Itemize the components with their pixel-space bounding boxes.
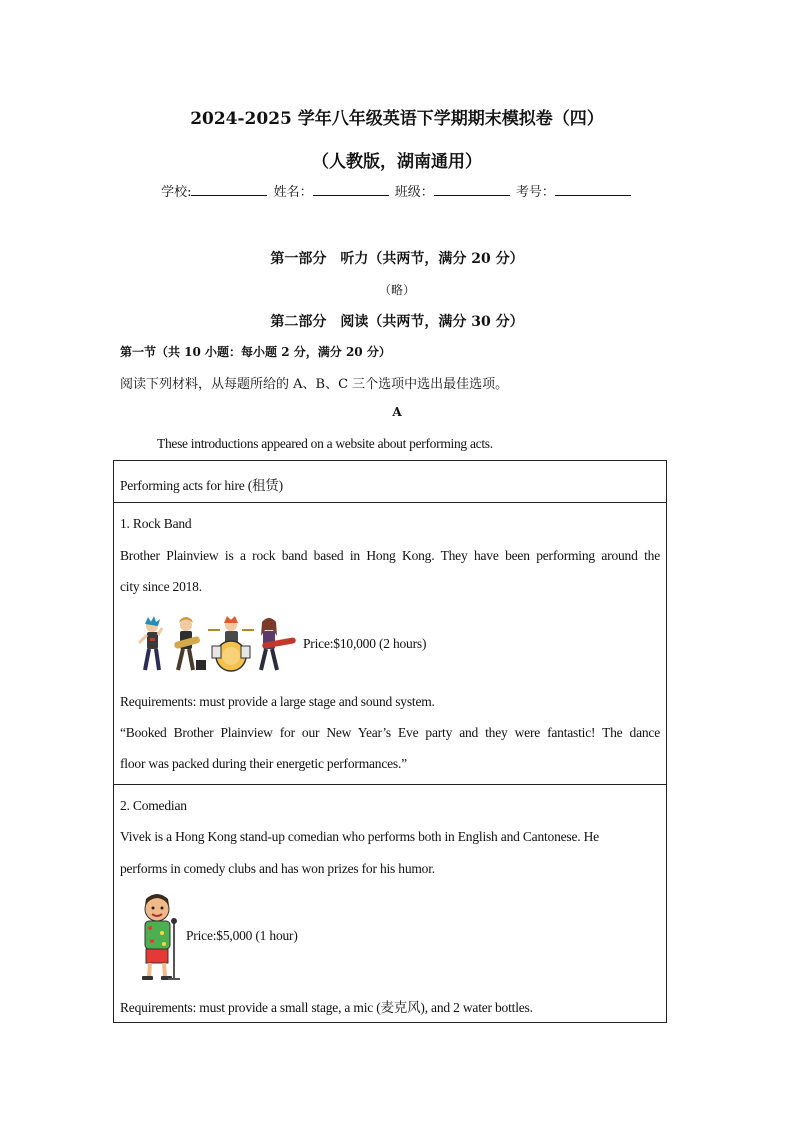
act1-title: 1. Rock Band	[120, 516, 192, 531]
act1-review-line1: “Booked Brother Plainview for our New Year’s Eve party and they were fantastic! The dance	[120, 725, 660, 740]
act1-review-line2: floor was packed during their energetic performances.”	[120, 756, 407, 771]
drummer-figure	[208, 616, 254, 671]
row-divider	[114, 502, 666, 503]
passage-intro: These introductions appeared on a website about performing acts.	[157, 436, 493, 451]
guitarist-figure	[174, 617, 206, 670]
singer-figure	[139, 616, 162, 670]
act2-title: 2. Comedian	[120, 798, 187, 813]
act1-requirements: Requirements: must provide a large stage and sound system.	[120, 694, 435, 709]
row-divider	[114, 784, 666, 785]
act2-price: Price:$5,000 (1 hour)	[186, 928, 298, 943]
school-label: 学校:	[161, 185, 192, 200]
comedian-illustration	[134, 893, 184, 983]
class-blank[interactable]	[434, 183, 510, 196]
table-header: Performing acts for hire (租赁)	[120, 478, 283, 493]
exam-subtitle: （人教版，湖南通用）	[312, 152, 482, 172]
act1-desc-line1: Brother Plainview is a rock band based in Hong Kong. They have been performing around the	[120, 548, 660, 563]
bassist-figure	[261, 618, 296, 670]
name-blank[interactable]	[313, 183, 389, 196]
part1-omitted: （略）	[378, 283, 415, 297]
part1-heading: 第一部分 听力（共两节，满分 20 分）	[270, 251, 524, 267]
exam-title: 2024-2025 学年八年级英语下学期期末模拟卷（四）	[190, 109, 604, 129]
acts-table	[113, 460, 667, 1023]
class-label: 班级：	[394, 185, 434, 200]
part2-heading: 第二部分 阅读（共两节，满分 30 分）	[270, 314, 524, 330]
student-info-line	[0, 181, 794, 200]
act2-requirements: Requirements: must provide a small stage, a mic (麦克风), and 2 water bottles.	[120, 1000, 533, 1015]
section1-heading: 第一节（共 10 小题：每小题 2 分，满分 20 分）	[120, 345, 391, 359]
act1-price: Price:$10,000 (2 hours)	[303, 636, 427, 651]
act1-desc-line2: city since 2018.	[120, 579, 202, 594]
passage-letter: A	[392, 405, 402, 419]
name-label: 姓名：	[273, 185, 313, 200]
rock-band-illustration	[134, 616, 299, 674]
instruction-text: 阅读下列材料，从每题所给的 A、B、C 三个选项中选出最佳选项。	[120, 377, 509, 392]
act2-desc-line2: performs in comedy clubs and has won prizes for his humor.	[120, 861, 435, 876]
exam-no-blank[interactable]	[555, 183, 631, 196]
exam-no-label: 考号：	[515, 185, 555, 200]
act2-desc-line1: Vivek is a Hong Kong stand-up comedian who performs both in English and Cantonese. He	[120, 829, 599, 844]
school-blank[interactable]	[191, 183, 267, 196]
